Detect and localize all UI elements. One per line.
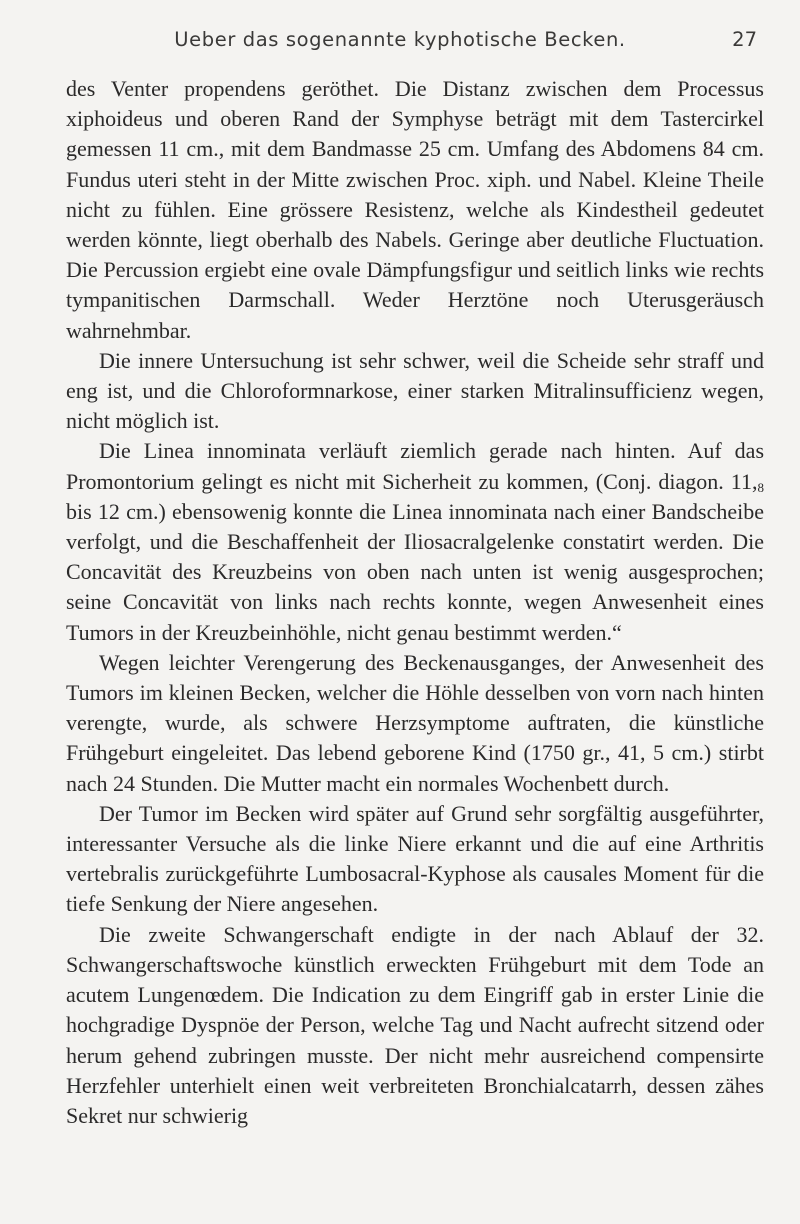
paragraph-3-text-b: bis 12 cm.) ebensowenig konnte die Linea innominata nach einer Bandscheibe verfolgt, und die Beschaffenheit der Iliosacralgelenke constatirt werden. Die Concavität des Kreuzbeins von oben nach unten ist wenig ausgesprochen; seine Concavität von links nach rechts konnte, wegen Anwesenheit eines Tumors in der Kreuzbeinhöhle, nicht genau bestimmt werden.“ <box>66 498 764 645</box>
body-text <box>66 74 764 1131</box>
paragraph-3-text-a: Die Linea innominata verläuft ziemlich gerade nach hinten. Auf das Promontorium gelingt es nicht mit Sicherheit zu kommen, (Conj. diagon. 11, <box>66 438 764 494</box>
paragraph-5: Der Tumor im Becken wird später auf Grund sehr sorgfältig ausgeführter, interessanter Versuche als die linke Niere erkannt und die auf eine Arthritis vertebralis zurückgeführte Lumbosacral-Kyphose als causales Moment für die tiefe Senkung der Niere angesehen. <box>66 800 764 917</box>
paragraph-4: Wegen leichter Verengerung des Beckenausganges, der Anwesenheit des Tumors im kleinen Becken, welcher die Höhle desselben von vorn nach hinten verengte, wurde, als schwere Herzsymptome auftraten, die künstliche Frühgeburt eingeleitet. Das lebend geborene Kind (1750 gr., 41, 5 cm.) stirbt nach 24 Stunden. Die Mutter macht ein normales Wochenbett durch. <box>66 649 764 796</box>
paragraph-6: Die zweite Schwangerschaft endigte in der nach Ablauf der 32. Schwangerschaftswoche künstlich erweckten Frühgeburt mit dem Tode an acutem Lungenœdem. Die Indication zu dem Eingriff gab in erster Linie die hochgradige Dyspnöe der Person, welche Tag und Nacht aufrecht sitzend oder herum gehend zubringen musste. Der nicht mehr ausreichend compensirte Herzfehler unterhielt einen weit verbreiteten Bronchialcatarrh, dessen zähes Sekret nur schwierig <box>66 921 764 1128</box>
running-head <box>0 28 800 58</box>
paragraph-3 <box>66 436 764 647</box>
running-title: Ueber das sogenannte kyphotische Becken. <box>174 28 626 51</box>
paragraph-1: des Venter propendens geröthet. Die Distanz zwischen dem Processus xiphoideus und oberen Rand der Symphyse beträgt mit dem Tastercirkel gemessen 11 cm., mit dem Bandmasse 25 cm. Umfang des Abdomens 84 cm. Fundus uteri steht in der Mitte zwischen Proc. xiph. und Nabel. Kleine Theile nicht zu fühlen. Eine grössere Resistenz, welche als Kindestheil gedeutet werden könnte, liegt oberhalb des Nabels. Geringe aber deutliche Fluctuation. Die Percussion ergiebt eine ovale Dämpfungsfigur und seitlich links wie rechts tympanitischen Darmschall. Weder Herztöne noch Uterusgeräusch wahrnehmbar. <box>66 76 764 343</box>
subscript-digit: 8 <box>757 479 764 495</box>
page-number: 27 <box>732 28 757 51</box>
paragraph-2: Die innere Untersuchung ist sehr schwer, weil die Scheide sehr straff und eng ist, und die Chloroformnarkose, einer starken Mitralinsufficienz wegen, nicht möglich ist. <box>66 347 764 434</box>
